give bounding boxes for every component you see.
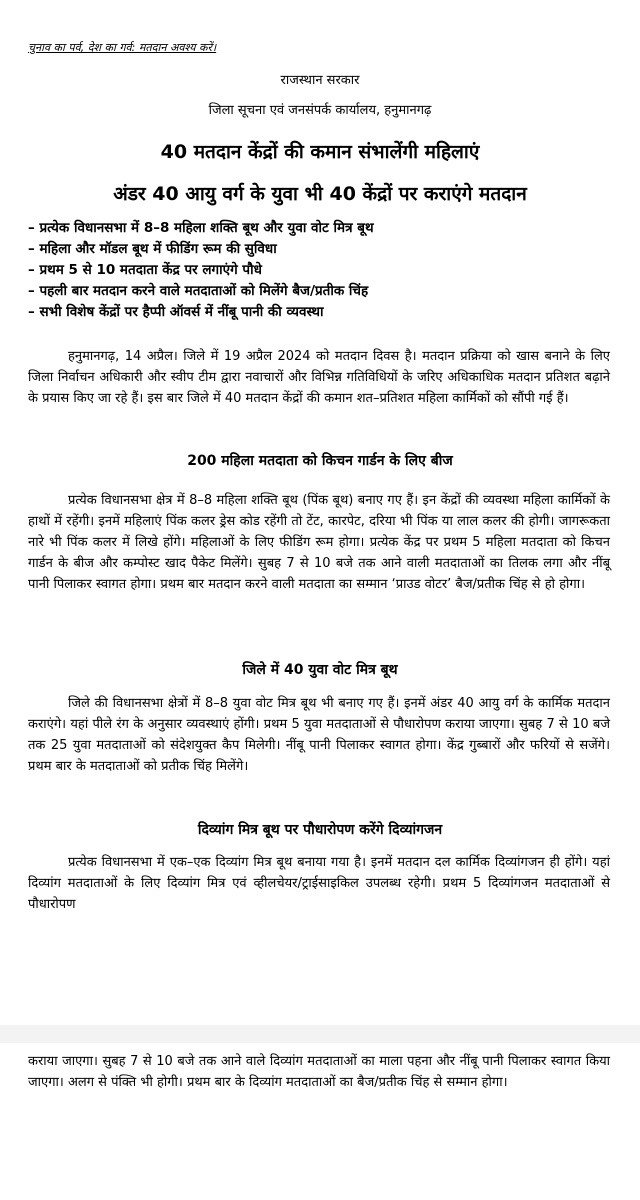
page-separator [0, 1025, 640, 1043]
highlight-item: – महिला और मॉडल बूथ में फीडिंग रूम की सुविधा [28, 241, 277, 257]
section-heading-kitchen-garden: 200 महिला मतदाता को किचन गार्डन के लिए बीज [187, 453, 453, 469]
government-name: राजस्थान सरकार [280, 73, 360, 88]
election-slogan: चुनाव का पर्व, देश का गर्व: मतदान अवश्य करें। [28, 41, 217, 54]
section-body-divyang-booth: प्रत्येक विधानसभा में एक–एक दिव्यांग मित्र बूथ बनाया गया है। इनमें मतदान दल कार्मिक दिव्यांगजन ही होंगे। यहां दिव्यांग मतदाताओं के लिए दिव्यांग मित्र एवं व्हीलचेयर/ट्राईसाइकिल उपलब्ध रहेगी। प्रथम 5 दिव्यांगजन मतदाताओं से पौधारोपण [28, 855, 610, 912]
highlights-list [28, 218, 374, 323]
section-body-kitchen-garden: प्रत्येक विधानसभा क्षेत्र में 8–8 महिला शक्ति बूथ (पिंक बूथ) बनाए गए हैं। इन केंद्रों की व्यवस्था महिला कार्मिकों के हाथों में रहेंगी। इनमें महिलाएं पिंक कलर ड्रेस कोड रहेंगी तो टेंट, कारपेट, दरिया भी पिंक या लाल कलर की होगी। जागरूकता नारे भी पिंक कलर में लिखे होंगे। महिलाओं के लिए फीडिंग रूम होगा। प्रत्येक केंद्र पर प्रथम 5 महिला मतदाता को किचन गार्डन के बीज और कम्पोस्ट खाद पैकेट मिलेंगे। सुबह 7 से 10 बजे तक आने वाली मतदाताओं का तिलक लगा और नींबू पानी पिलाकर स्वागत होगा। प्रथम बार मतदान करने वाली मतदाता का सम्मान ‘प्राउड वोटर’ बैज/प्रतीक चिंह से हो होगा। [28, 493, 610, 592]
headline-line-1: 40 मतदान केंद्रों की कमान संभालेंगी महिलाएं [160, 141, 480, 163]
section-heading-divyang-booth: दिव्यांग मित्र बूथ पर पौधारोपण करेंगे दिव्यांगजन [197, 822, 443, 838]
headline-line-2: अंडर 40 आयु वर्ग के युवा भी 40 केंद्रों पर कराएंगे मतदान [113, 183, 527, 205]
highlight-item: – प्रत्येक विधानसभा में 8–8 महिला शक्ति बूथ और युवा वोट मित्र बूथ [28, 220, 374, 236]
intro-paragraph: हनुमानगढ़, 14 अप्रैल। जिले में 19 अप्रैल 2024 को मतदान दिवस है। मतदान प्रक्रिया को खास बनाने के लिए जिला निर्वाचन अधिकारी और स्वीप टीम द्वारा नवाचारों और विभिन्न गतिविधियों के जरिए अधिकाधिक मतदान प्रतिशत बढ़ाने के प्रयास किए जा रहे हैं। इस बार जिले में 40 मतदान केंद्रों की कमान शत–प्रतिशत महिला कार्मिकों को सौंपी गई हैं। [28, 349, 610, 406]
section-heading-youth-booth: जिले में 40 युवा वोट मित्र बूथ [242, 662, 398, 678]
section-body-youth-booth: जिले की विधानसभा क्षेत्रों में 8–8 युवा वोट मित्र बूथ भी बनाए गए हैं। इनमें अंडर 40 आयु वर्ग के कार्मिक मतदान कराएंगे। यहां पीले रंग के अनुसार व्यवस्थाएं होंगी। प्रथम 5 युवा मतदाताओं से पौधारोपण कराया जाएगा। सुबह 7 से 10 बजे तक 25 युवा मतदाताओं को संदेशयुक्त कैप मिलेगी। नींबू पानी पिलाकर स्वागत होगा। केंद्र गुब्बारों और फरियों से सजेंगे। प्रथम बार के मतदाताओं को प्रतीक चिंह मिलेंगे। [28, 696, 610, 774]
highlight-item: – पहली बार मतदान करने वाले मतदाताओं को मिलेंगे बैज/प्रतीक चिंह [28, 283, 369, 299]
highlight-item: – प्रथम 5 से 10 मतदाता केंद्र पर लगाएंगे पौधे [28, 262, 262, 278]
document-page-2 [0, 1043, 640, 1200]
highlight-item: – सभी विशेष केंद्रों पर हैप्पी ऑवर्स में नींबू पानी की व्यवस्था [28, 304, 324, 320]
office-name: जिला सूचना एवं जनसंपर्क कार्यालय, हनुमानगढ़ [208, 103, 432, 118]
continued-paragraph: कराया जाएगा। सुबह 7 से 10 बजे तक आने वाले दिव्यांग मतदाताओं का माला पहना और नींबू पानी पिलाकर स्वागत किया जाएगा। अलग से पंक्ति भी होगी। प्रथम बार के दिव्यांग मतदाताओं का बैज/प्रतीक चिंह से सम्मान होगा। [28, 1054, 610, 1090]
